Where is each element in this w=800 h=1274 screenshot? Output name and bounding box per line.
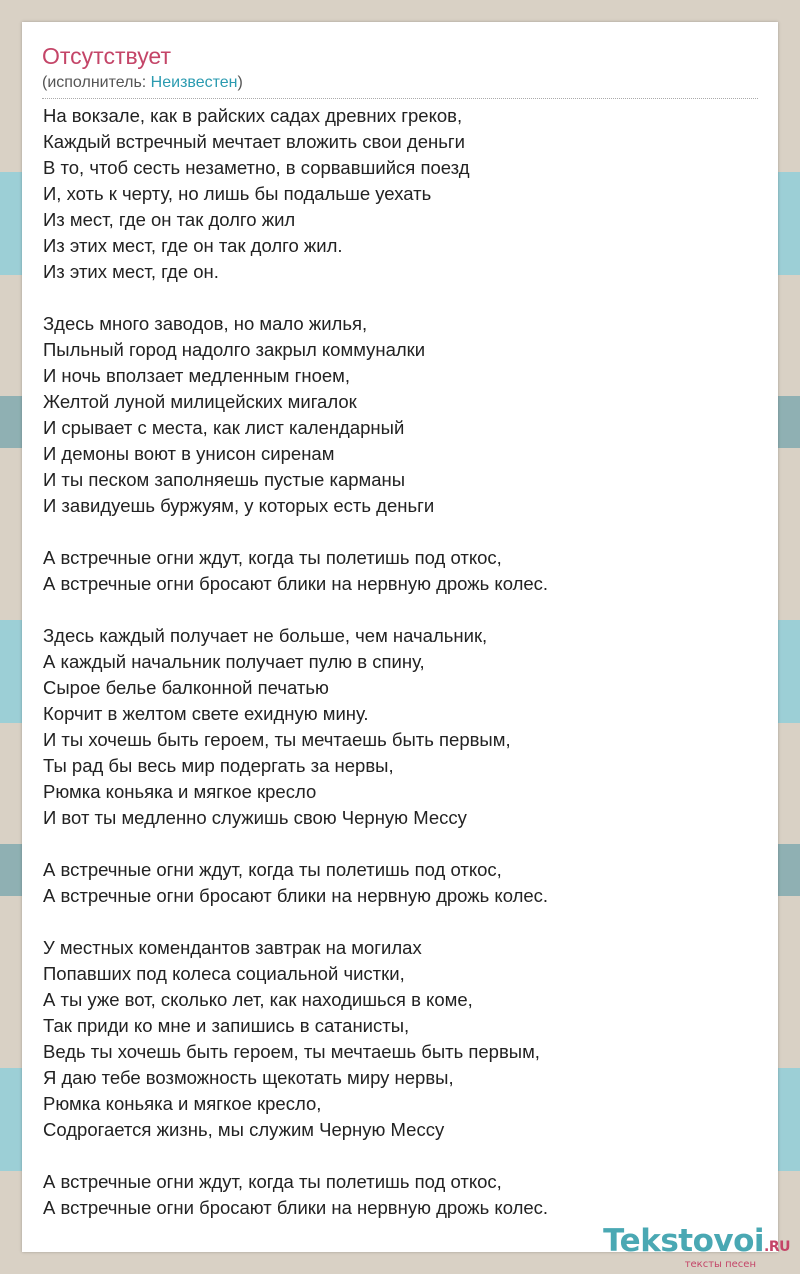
lyric-line: Ты рад бы весь мир подергать за нервы, — [43, 755, 394, 776]
lyric-line: Ведь ты хочешь быть героем, ты мечтаешь быть первым, — [43, 1041, 540, 1062]
lyric-line: Так приди ко мне и запишись в сатанисты, — [43, 1015, 410, 1036]
artist-line — [42, 73, 243, 93]
lyric-line: Рюмка коньяка и мягкое кресло — [43, 781, 317, 802]
lyric-line: На вокзале, как в райских садах древних греков, — [43, 105, 463, 126]
logo-tagline: тексты песен — [684, 1259, 756, 1270]
lyric-line: А встречные огни бросают блики на нервную дрожь колес. — [43, 885, 549, 906]
lyric-line: Из этих мест, где он так долго жил. — [43, 235, 343, 256]
lyric-line: Из мест, где он так долго жил — [43, 209, 296, 230]
lyric-line: Сырое белье балконной печатью — [43, 677, 329, 698]
lyric-line: И демоны воют в унисон сиренам — [43, 443, 335, 464]
lyric-line — [43, 519, 753, 545]
logo-wordmark — [603, 1225, 790, 1263]
logo-tld: .RU — [764, 1239, 790, 1255]
lyric-line: И ночь вползает медленным гноем, — [43, 365, 351, 386]
lyric-line: А встречные огни ждут, когда ты полетишь под откос, — [43, 547, 502, 568]
lyric-line: Содрогается жизнь, мы служим Черную Мессу — [43, 1119, 445, 1140]
lyric-line: А встречные огни бросают блики на нервную дрожь колес. — [43, 573, 549, 594]
lyric-line: Корчит в желтом свете ехидную мину. — [43, 703, 369, 724]
lyric-line: А каждый начальник получает пулю в спину, — [43, 651, 425, 672]
lyric-line — [43, 1143, 753, 1169]
lyric-line — [43, 831, 753, 857]
lyric-line: Рюмка коньяка и мягкое кресло, — [43, 1093, 322, 1114]
artist-prefix: (исполнитель: — [42, 74, 151, 91]
lyric-line: Желтой луной милицейских мигалок — [43, 391, 357, 412]
artist-link[interactable]: Неизвестен — [150, 74, 238, 91]
divider — [42, 98, 758, 99]
lyric-line: И ты хочешь быть героем, ты мечтаешь быть первым, — [43, 729, 511, 750]
lyric-line: А встречные огни ждут, когда ты полетишь под откос, — [43, 1171, 502, 1192]
lyric-line: Из этих мест, где он. — [43, 261, 219, 282]
lyric-line: И завидуешь буржуям, у которых есть деньги — [43, 495, 435, 516]
song-title: Отсутствует — [42, 43, 171, 69]
lyrics-card — [22, 22, 778, 1252]
lyrics-text — [43, 103, 753, 1221]
artist-suffix: ) — [237, 74, 243, 91]
lyric-line: Я даю тебе возможность щекотать миру нервы, — [43, 1067, 454, 1088]
lyric-line — [43, 909, 753, 935]
lyric-line: Здесь много заводов, но мало жилья, — [43, 313, 368, 334]
lyric-line: А встречные огни бросают блики на нервную дрожь колес. — [43, 1197, 549, 1218]
site-logo[interactable] — [603, 1225, 790, 1270]
logo-name: Tekstovoi — [603, 1223, 765, 1259]
lyric-line: Пыльный город надолго закрыл коммуналки — [43, 339, 426, 360]
lyric-line: Попавших под колеса социальной чистки, — [43, 963, 405, 984]
lyric-line: И срывает с места, как лист календарный — [43, 417, 405, 438]
lyric-line: Каждый встречный мечтает вложить свои деньги — [43, 131, 465, 152]
lyric-line: У местных комендантов завтрак на могилах — [43, 937, 422, 958]
lyric-line: В то, чтоб сесть незаметно, в сорвавшийся поезд — [43, 157, 470, 178]
lyric-line — [43, 597, 753, 623]
lyric-line: И вот ты медленно служишь свою Черную Мессу — [43, 807, 467, 828]
lyric-line: А ты уже вот, сколько лет, как находишься в коме, — [43, 989, 473, 1010]
lyric-line: И, хоть к черту, но лишь бы подальше уехать — [43, 183, 432, 204]
lyric-line: Здесь каждый получает не больше, чем начальник, — [43, 625, 488, 646]
lyric-line — [43, 285, 753, 311]
lyric-line: А встречные огни ждут, когда ты полетишь под откос, — [43, 859, 502, 880]
lyric-line: И ты песком заполняешь пустые карманы — [43, 469, 406, 490]
